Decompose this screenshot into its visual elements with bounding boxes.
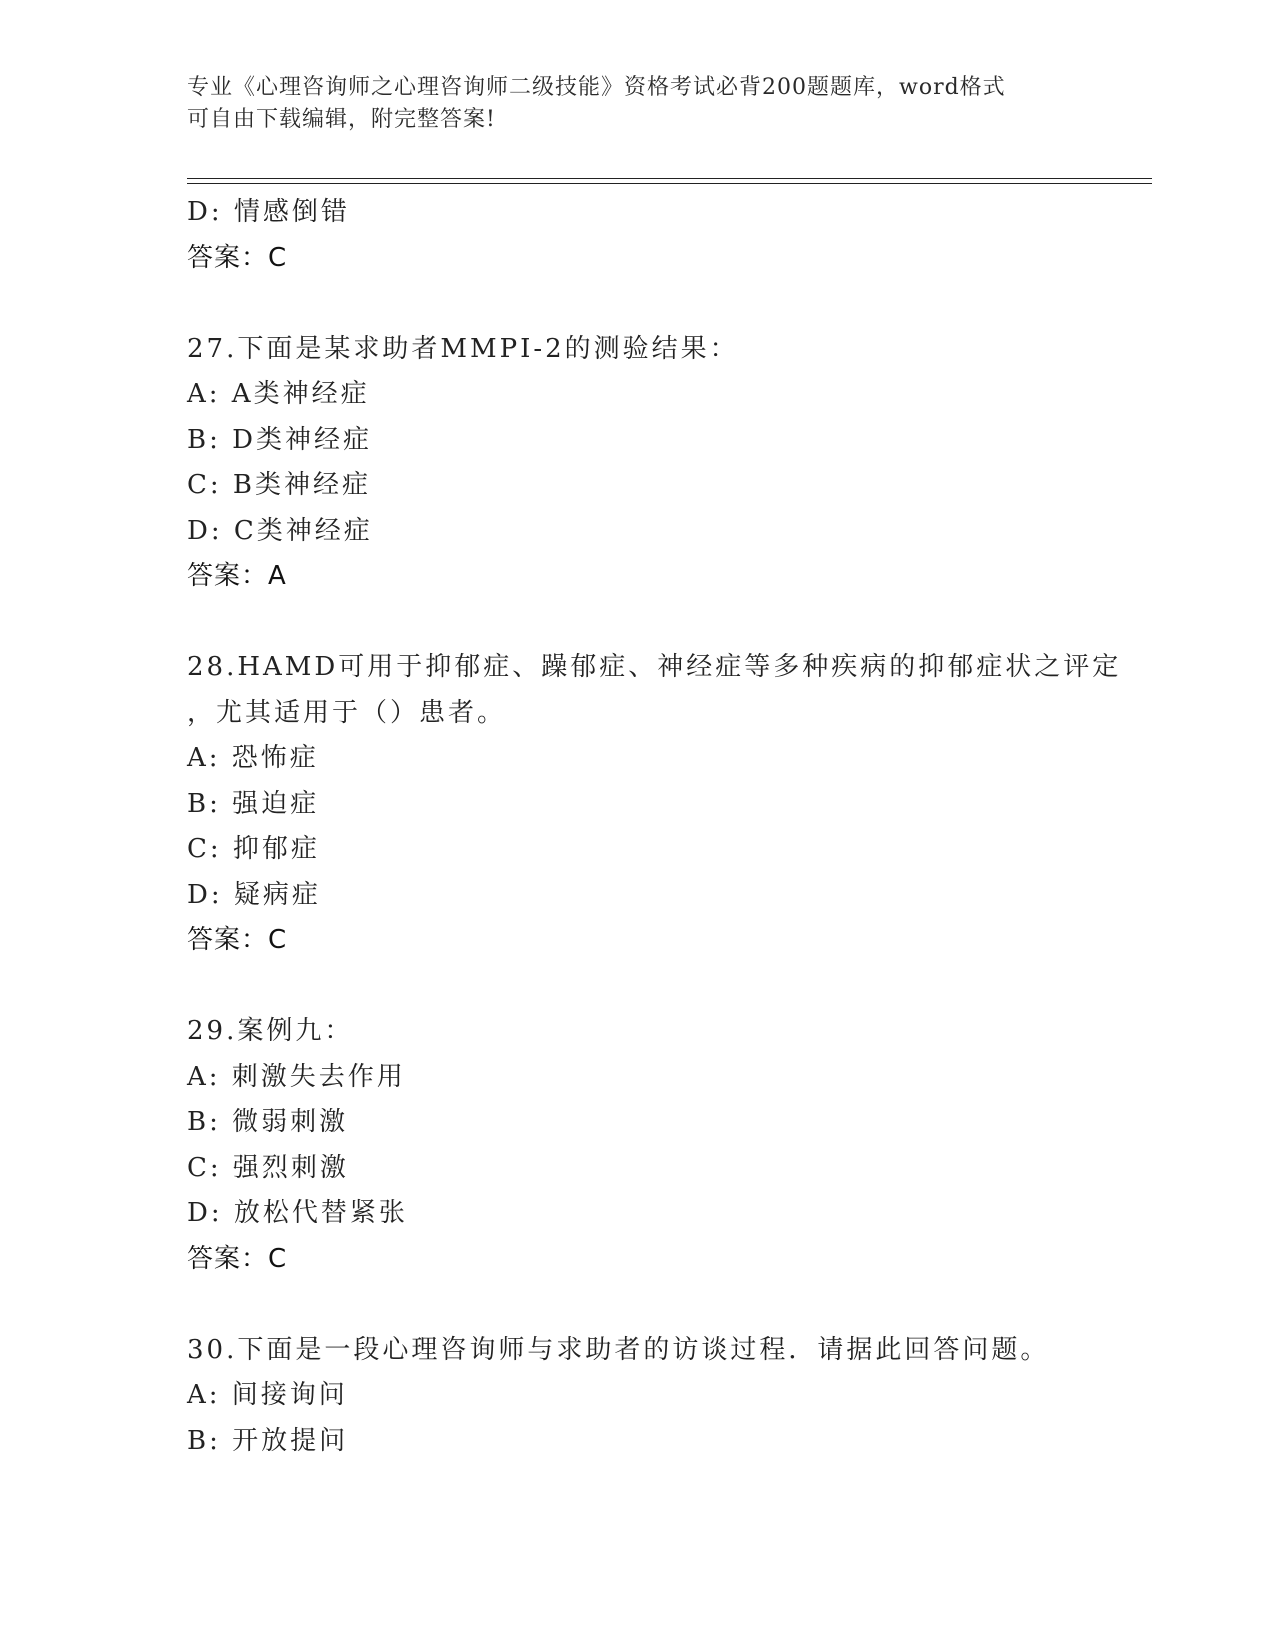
question-28-stem-line-1: 28.HAMD可用于抑郁症、躁郁症、神经症等多种疾病的抑郁症状之评定 bbox=[187, 652, 1122, 682]
question-29-option-c: C: 强烈刺激 bbox=[187, 1152, 349, 1183]
question-27-option-b: B: D类神经症 bbox=[187, 424, 372, 455]
document-header bbox=[187, 72, 1067, 136]
question-27-answer: 答案：A bbox=[187, 561, 287, 591]
question-27-option-a: A: A类神经症 bbox=[187, 379, 370, 409]
spacer bbox=[187, 964, 1147, 1010]
question-27-option-d: D: C类神经症 bbox=[187, 515, 373, 546]
prev-answer: 答案：C bbox=[187, 242, 288, 273]
header-divider-top bbox=[187, 178, 1152, 179]
question-28-option-a: A: 恐怖症 bbox=[187, 743, 319, 773]
question-29-option-a: A: 刺激失去作用 bbox=[187, 1061, 406, 1092]
question-29-answer: 答案：C bbox=[187, 1243, 288, 1274]
question-30-option-b: B: 开放提问 bbox=[187, 1425, 349, 1456]
spacer bbox=[187, 1282, 1147, 1328]
header-line-2: 可自由下载编辑，附完整答案! bbox=[187, 107, 496, 132]
header-line-1: 专业《心理咨询师之心理咨询师二级技能》资格考试必背200题题库，word格式 bbox=[187, 75, 1006, 100]
question-27-option-c: C: B类神经症 bbox=[187, 470, 372, 500]
question-29-option-b: B: 微弱刺激 bbox=[187, 1107, 349, 1137]
question-body bbox=[187, 190, 1147, 1464]
question-28-stem-line-2: ，尤其适用于（）患者。 bbox=[187, 697, 507, 728]
question-28-answer: 答案：C bbox=[187, 925, 288, 955]
header-divider-bottom bbox=[187, 183, 1152, 184]
prev-option-d: D: 情感倒错 bbox=[187, 197, 350, 227]
question-29-option-d: D: 放松代替紧张 bbox=[187, 1198, 408, 1228]
question-28-option-d: D: 疑病症 bbox=[187, 879, 321, 910]
question-28-option-c: C: 抑郁症 bbox=[187, 834, 320, 864]
question-30-option-a: A: 间接询问 bbox=[187, 1380, 348, 1410]
question-29-stem: 29.案例九： bbox=[187, 1016, 354, 1046]
question-28-option-b: B: 强迫症 bbox=[187, 788, 320, 819]
spacer bbox=[187, 281, 1147, 327]
question-27-stem: 27.下面是某求助者MMPI-2的测验结果： bbox=[187, 333, 739, 364]
question-30-stem: 30.下面是一段心理咨询师与求助者的访谈过程．请据此回答问题。 bbox=[187, 1334, 1050, 1365]
spacer bbox=[187, 600, 1147, 646]
